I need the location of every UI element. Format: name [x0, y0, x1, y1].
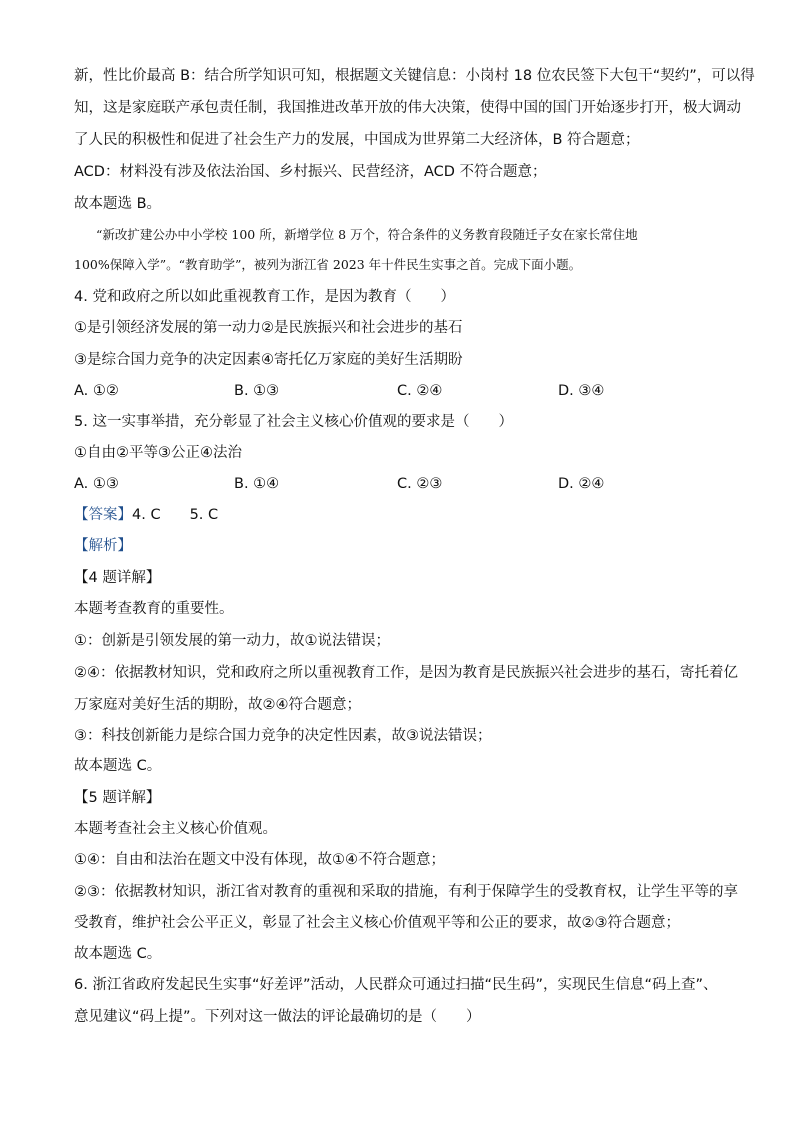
detail-line: 受教育，维护社会公平正义，彰显了社会主义核心价值观平等和公正的要求，故②③符合题意；	[74, 915, 680, 931]
answer-tag: 【答案】	[74, 507, 132, 523]
detail-line: 万家庭对美好生活的期盼，故②④符合题意；	[74, 697, 361, 713]
material-line: “新改扩建公办中小学校 100 所，新增学位 8 万个，符合条件的义务教育段随迁子女在家长常住地	[96, 227, 638, 242]
detail-line: 故本题选 C。	[74, 946, 162, 962]
option-a: A. ①③	[74, 476, 119, 492]
option-b: B. ①④	[234, 476, 280, 492]
detail-heading: 【5 题详解】	[74, 790, 161, 806]
paragraph-line: 了人民的积极性和促进了社会生产力的发展，中国成为世界第二大经济体，B 符合题意；	[74, 132, 640, 148]
question-5-statements: ①自由②平等③公正④法治	[74, 445, 242, 461]
detail-heading: 【4 题详解】	[74, 570, 161, 586]
analysis-tag: 【解析】	[74, 538, 132, 554]
option-d: D. ③④	[558, 383, 605, 399]
detail-line: 本题考查社会主义核心价值观。	[74, 821, 277, 837]
detail-line: ①④：自由和法治在题文中没有体现，故①④不符合题意；	[74, 852, 445, 868]
option-c: C. ②③	[397, 476, 443, 492]
answer-value: 4. C 5. C	[132, 507, 219, 523]
paragraph-line: 知，这是家庭联产承包责任制，我国推进改革开放的伟大决策，使得中国的国门开始逐步打开，极大调动	[74, 100, 741, 116]
paragraph-line: 新，性比价最高 B：结合所学知识可知，根据题文关键信息：小岗村 18 位农民签下大包干“契约”，可以得	[74, 68, 755, 84]
question-4-statements: ③是综合国力竞争的决定因素④寄托亿万家庭的美好生活期盼	[74, 352, 463, 368]
question-6-stem: 意见建议“码上提”。下列对这一做法的评论最确切的是（ ）	[74, 1009, 481, 1025]
detail-line: ②④：依据教材知识，党和政府之所以重视教育工作，是因为教育是民族振兴社会进步的基石，寄托着亿	[74, 665, 738, 681]
detail-line: ③：科技创新能力是综合国力竞争的决定性因素，故③说法错误；	[74, 728, 492, 744]
detail-line: 本题考查教育的重要性。	[74, 601, 234, 617]
answer-line	[74, 505, 218, 525]
question-5-stem: 5. 这一实事举措，充分彰显了社会主义核心价值观的要求是（ ）	[74, 414, 513, 430]
detail-line: ①：创新是引领发展的第一动力，故①说法错误；	[74, 633, 390, 649]
question-4-statements: ①是引领经济发展的第一动力②是民族振兴和社会进步的基石	[74, 320, 463, 336]
question-6-stem: 6. 浙江省政府发起民生实事“好差评”活动，人民群众可通过扫描“民生码”，实现民生信息“码上查”、	[74, 977, 718, 993]
material-line: 100%保障入学”。“教育助学”，被列为浙江省 2023 年十件民生实事之首。完成下面小题。	[74, 257, 582, 272]
detail-line: ②③：依据教材知识，浙江省对教育的重视和采取的措施，有利于保障学生的受教育权，让学生平等的享	[74, 884, 738, 900]
option-d: D. ②④	[558, 476, 605, 492]
detail-line: 故本题选 C。	[74, 758, 162, 774]
option-c: C. ②④	[397, 383, 443, 399]
option-b: B. ①③	[234, 383, 280, 399]
paragraph-line: ACD：材料没有涉及依法治国、乡村振兴、民营经济，ACD 不符合题意；	[74, 164, 547, 180]
question-4-stem: 4. 党和政府之所以如此重视教育工作，是因为教育（ ）	[74, 289, 455, 305]
option-a: A. ①②	[74, 383, 119, 399]
paragraph-line: 故本题选 B。	[74, 196, 162, 212]
